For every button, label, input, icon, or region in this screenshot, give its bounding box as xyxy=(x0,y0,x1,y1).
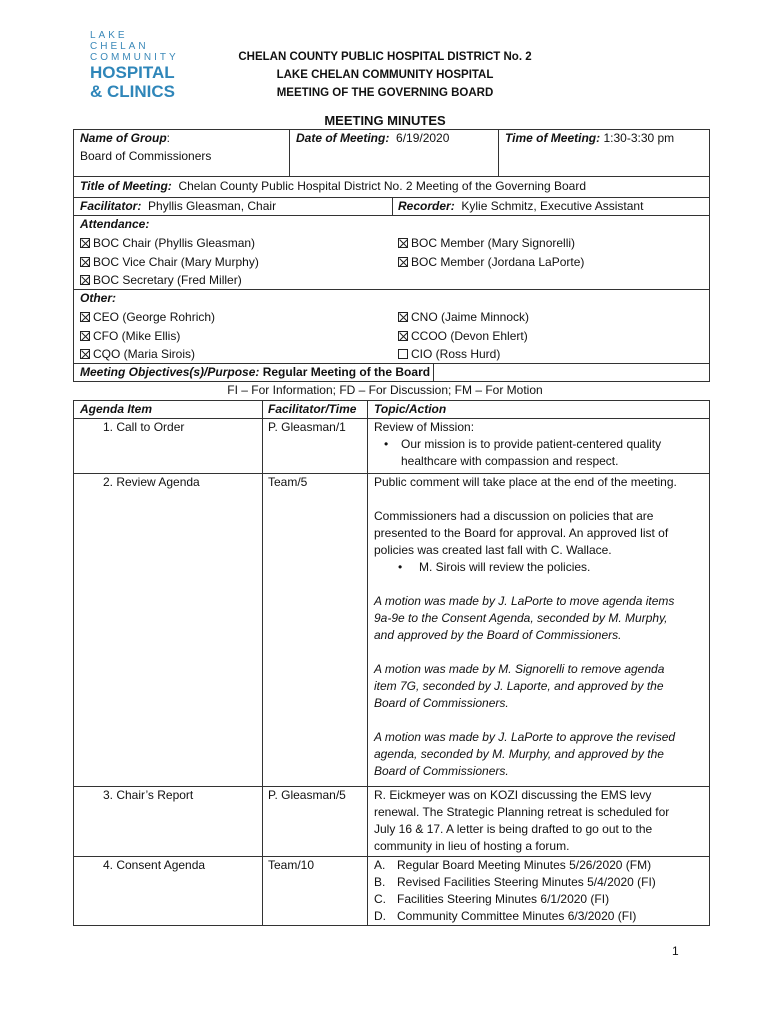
checkbox-icon xyxy=(398,331,408,341)
other-cio: CIO (Ross Hurd) xyxy=(398,346,500,363)
agenda-facilitator-2: Team/5 xyxy=(268,475,308,489)
header-line-1: CHELAN COUNTY PUBLIC HOSPITAL DISTRICT No. 2 xyxy=(238,51,532,63)
other-ccoo: CCOO (Devon Ehlert) xyxy=(398,328,528,345)
agenda-header-item: Agenda Item xyxy=(80,402,153,416)
list-item: A. Regular Board Meeting Minutes 5/26/2020 (FM) xyxy=(374,858,652,872)
header-line-3: MEETING OF THE GOVERNING BOARD xyxy=(276,87,494,99)
logo-line-2: COMMUNITY xyxy=(90,52,179,63)
attendee-boc-chair: BOC Chair (Phyllis Gleasman) xyxy=(80,235,255,252)
agenda-header-topic: Topic/Action xyxy=(374,402,447,416)
agenda-topic-3: R. Eickmeyer was on KOZI discussing the EMS levy renewal. The Strategic Planning retreat is scheduled for July 16 & 17. A letter is being drafted to go out to the community in lieu of hosting a forum. xyxy=(374,788,670,853)
checkbox-icon xyxy=(80,257,90,267)
attendee-boc-member-signorelli: BOC Member (Mary Signorelli) xyxy=(398,235,575,252)
other-cqo: CQO (Maria Sirois) xyxy=(80,346,195,363)
attendee-boc-member-laporte: BOC Member (Jordana LaPorte) xyxy=(398,254,584,271)
agenda-item-2: 2. Review Agenda xyxy=(103,475,200,489)
list-item: D. Community Committee Minutes 6/3/2020 (FI) xyxy=(374,909,637,923)
group-label: Name of Group: xyxy=(80,131,171,145)
header-line-2: LAKE CHELAN COMMUNITY HOSPITAL xyxy=(276,69,494,81)
legend: FI – For Information; FD – For Discussion; FM – For Motion xyxy=(227,383,543,397)
checkbox-icon xyxy=(398,238,408,248)
list-item: • Our mission is to provide patient-centered quality healthcare with compassion and respect. xyxy=(384,437,662,468)
agenda-item-4: 4. Consent Agenda xyxy=(103,858,206,872)
document-header xyxy=(0,48,770,102)
checkbox-icon xyxy=(398,312,408,322)
agenda-item-3: 3. Chair’s Report xyxy=(103,788,194,802)
attendee-boc-vice-chair: BOC Vice Chair (Mary Murphy) xyxy=(80,254,259,271)
other-ceo: CEO (George Rohrich) xyxy=(80,309,215,326)
checkbox-icon xyxy=(80,275,90,285)
group-value: Board of Commissioners xyxy=(80,149,212,163)
other-cfo: CFO (Mike Ellis) xyxy=(80,328,180,345)
checkbox-icon xyxy=(80,312,90,322)
title-field: Title of Meeting: Chelan County Public Hospital District No. 2 Meeting of the Governing Board xyxy=(80,179,586,193)
facilitator-field: Facilitator: Phyllis Gleasman, Chair xyxy=(80,199,277,213)
time-field: Time of Meeting: 1:30-3:30 pm xyxy=(505,131,675,145)
attendee-boc-secretary: BOC Secretary (Fred Miller) xyxy=(80,272,242,289)
logo-line-3: HOSPITAL xyxy=(90,63,175,82)
attendance-label: Attendance: xyxy=(80,217,150,231)
logo-line-1: LAKE CHELAN xyxy=(90,30,149,52)
checkbox-icon xyxy=(398,257,408,267)
objectives-field: Meeting Objectives(s)/Purpose: Regular Meeting of the Board xyxy=(80,365,431,379)
recorder-field: Recorder: Kylie Schmitz, Executive Assistant xyxy=(398,199,644,213)
agenda-facilitator-3: P. Gleasman/5 xyxy=(268,788,346,802)
other-cno: CNO (Jaime Minnock) xyxy=(398,309,529,326)
checkbox-icon xyxy=(398,349,408,359)
agenda-item-1: 1. Call to Order xyxy=(103,420,185,434)
checkbox-icon xyxy=(80,349,90,359)
agenda-topic-1: Review of Mission: • Our mission is to provide patient-centered quality healthcare with compassion and respect. xyxy=(374,419,704,470)
other-label: Other: xyxy=(80,291,116,305)
agenda-header-facilitator: Facilitator/Time xyxy=(268,402,357,416)
agenda-topic-2: Public comment will take place at the end of the meeting. Commissioners had a discussion on policies that are presented to the Board for approval. An approved list of policies was created last fall with C. Wallace. • M. Sirois will review the policies. A motion was made by J. LaPorte to move agenda items 9a-9e to the Consent Agenda, seconded by M. Murphy, and approved by the Board of Commissioners. A motion was made by M. Signorelli to remove agenda item 7G, seconded by J. Laporte, and approved by the Board of Commissioners. A motion was made by J. LaPorte to approve the revised agenda, seconded by M. Murphy, and approved by the Board of Commissioners. xyxy=(374,474,704,780)
list-item: • M. Sirois will review the policies. xyxy=(398,560,591,574)
date-field: Date of Meeting: 6/19/2020 xyxy=(296,131,450,145)
logo-line-4: & CLINICS xyxy=(90,82,175,101)
agenda-topic-4 xyxy=(374,857,704,925)
agenda-facilitator-1: P. Gleasman/1 xyxy=(268,420,346,434)
list-item: B. Revised Facilities Steering Minutes 5/4/2020 (FI) xyxy=(374,875,656,889)
page-number: 1 xyxy=(672,944,679,958)
list-item: C. Facilities Steering Minutes 6/1/2020 (FI) xyxy=(374,892,610,906)
checkbox-icon xyxy=(80,331,90,341)
minutes-title: MEETING MINUTES xyxy=(324,113,446,128)
agenda-facilitator-4: Team/10 xyxy=(268,858,315,872)
checkbox-icon xyxy=(80,238,90,248)
